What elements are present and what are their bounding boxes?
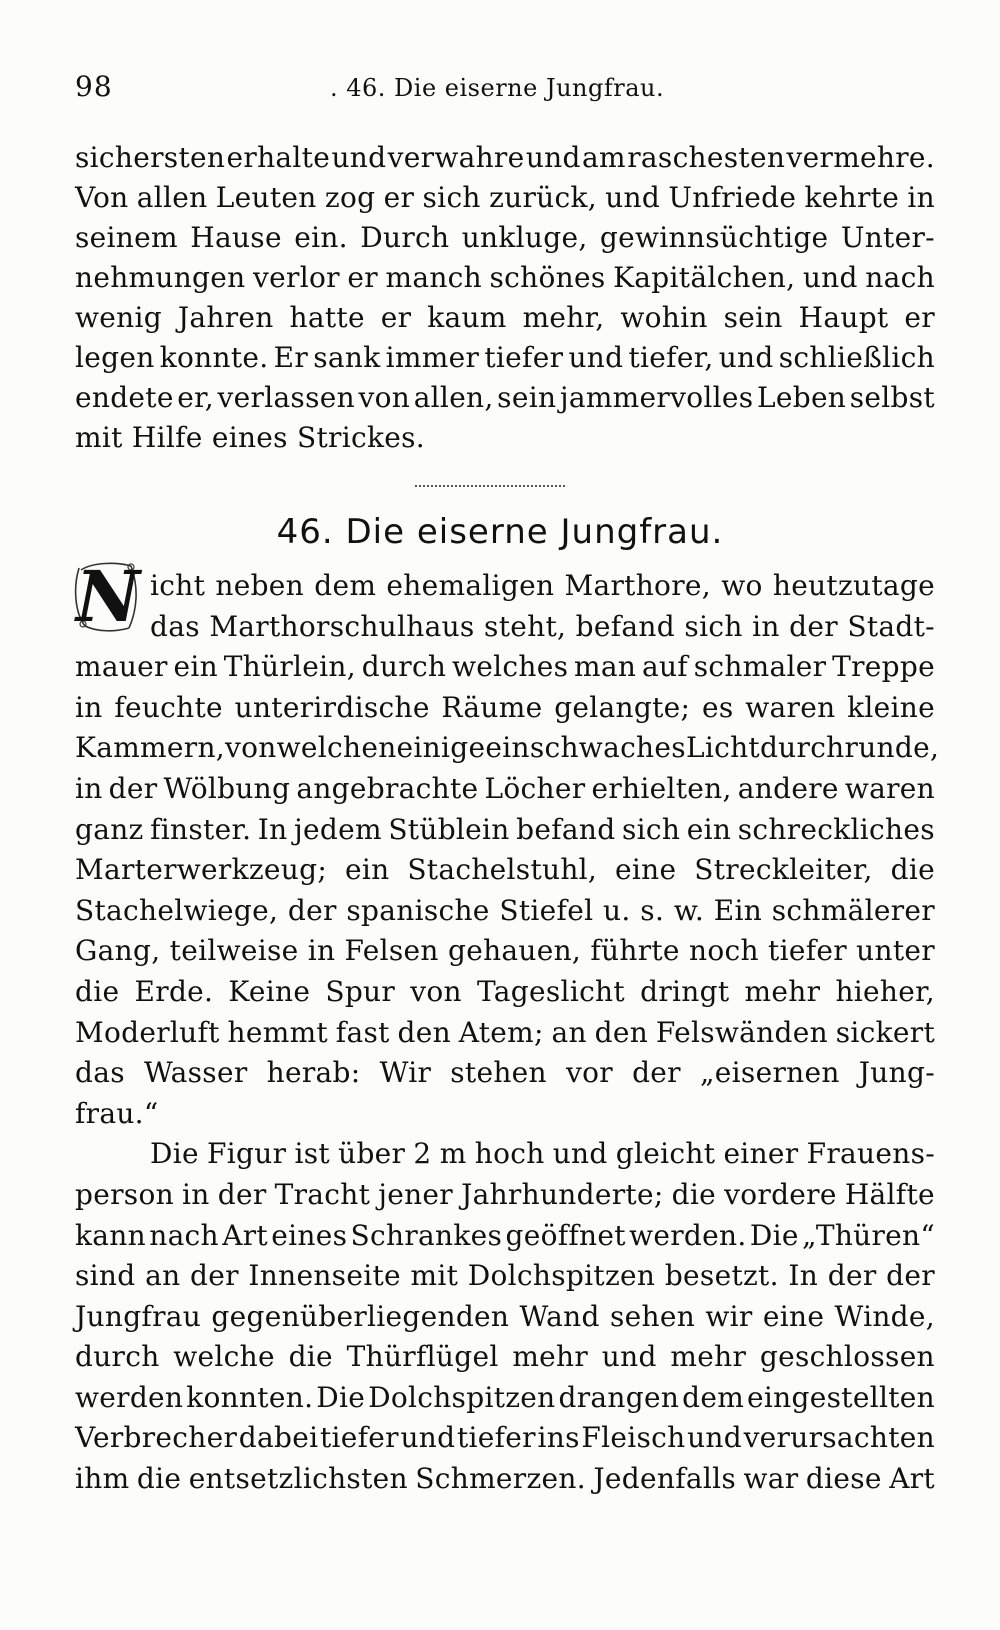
- word: werden.: [629, 1218, 747, 1252]
- word: das: [75, 1056, 125, 1090]
- word: hemmt: [227, 1015, 328, 1049]
- word: mit: [410, 1259, 459, 1293]
- word: der: [217, 1177, 267, 1211]
- word: eine: [615, 853, 677, 887]
- word: entsetzlichsten: [188, 1462, 408, 1496]
- word: kehrte: [804, 181, 900, 214]
- word: ein: [173, 650, 218, 684]
- word: von: [225, 731, 277, 765]
- word: eine: [762, 1299, 825, 1333]
- word: sein: [497, 381, 557, 414]
- word: man: [574, 650, 637, 684]
- word: befand: [516, 812, 616, 846]
- word: Hause: [190, 221, 282, 254]
- word: unter: [856, 934, 935, 968]
- word: Wir: [379, 1056, 432, 1090]
- text-line: mit Hilfe eines Strickes.: [75, 421, 425, 454]
- word: Thürlein,: [223, 650, 356, 684]
- text-line: [75, 178, 935, 218]
- word: in: [307, 934, 336, 968]
- word: der: [632, 1056, 681, 1090]
- word: mauer: [75, 650, 168, 684]
- word: Innenseite: [248, 1259, 401, 1293]
- word: Jahren: [177, 301, 274, 334]
- word: erhielten,: [591, 771, 732, 805]
- word: spanische: [346, 893, 490, 927]
- word: erhalte: [226, 141, 331, 174]
- word: sank: [313, 341, 381, 374]
- section-title: 46. Die eiserne Jungfrau.: [276, 512, 724, 552]
- word: gegenüberliegenden: [211, 1299, 510, 1333]
- word: Leben: [756, 381, 847, 414]
- section-divider: [415, 485, 565, 487]
- word: person: [75, 1177, 174, 1211]
- word: verlassen: [217, 381, 355, 414]
- word: welche: [173, 1340, 275, 1374]
- word: tiefer: [484, 341, 564, 374]
- word: er: [904, 301, 935, 334]
- word: In: [788, 1259, 819, 1293]
- running-title: . 46. Die eiserne Jungfrau.: [330, 74, 665, 102]
- word: Die: [749, 1218, 799, 1252]
- word: Die: [150, 1137, 199, 1171]
- word: kleine: [847, 690, 935, 724]
- word: jedem: [294, 812, 382, 846]
- word: gelangte;: [554, 690, 691, 724]
- word: welches: [452, 650, 569, 684]
- word: Fleisch: [581, 1421, 686, 1455]
- word: Winde,: [834, 1299, 935, 1333]
- word: selbst: [849, 381, 935, 414]
- word: hieher,: [835, 974, 935, 1008]
- word: finster.: [150, 812, 252, 846]
- word: Stadt-: [847, 609, 935, 643]
- word: ihm: [75, 1462, 130, 1496]
- word: welchen: [276, 731, 397, 765]
- word: unkluge,: [461, 221, 588, 254]
- word: nach: [865, 261, 935, 294]
- word: durch: [75, 1340, 160, 1374]
- word: Die: [316, 1380, 366, 1414]
- word: fast: [335, 1015, 390, 1049]
- running-head: [75, 70, 935, 114]
- word: tiefer,: [628, 341, 714, 374]
- word: wohin: [620, 301, 708, 334]
- word: Jungfrau: [75, 1299, 202, 1333]
- word: tiefer: [319, 1421, 399, 1455]
- word: und: [802, 261, 858, 294]
- word: Wasser: [144, 1056, 248, 1090]
- word: sind: [75, 1259, 136, 1293]
- word: und: [525, 141, 581, 174]
- word: die: [136, 1462, 182, 1496]
- word: legen: [75, 341, 155, 374]
- word: neben: [215, 569, 304, 602]
- word: manch: [385, 261, 482, 294]
- word: herab:: [266, 1056, 361, 1090]
- word: über: [338, 1137, 406, 1171]
- word: das: [150, 609, 200, 643]
- word: feuchte: [114, 690, 223, 724]
- word: Stachelwiege,: [75, 893, 279, 927]
- word: ehemaligen: [386, 569, 555, 602]
- word: von: [358, 381, 411, 414]
- text-line: [75, 1337, 935, 1378]
- word: schließlich: [778, 341, 935, 374]
- word: schreckliches: [737, 812, 935, 846]
- word: tiefer: [456, 1421, 536, 1455]
- word: wenig: [75, 301, 162, 334]
- word: in: [75, 690, 103, 724]
- word: sehen: [610, 1299, 696, 1333]
- word: Räume: [441, 690, 543, 724]
- word: durch: [759, 731, 845, 765]
- word: schmälerer: [771, 893, 935, 927]
- word: mehr: [744, 974, 821, 1008]
- word: Tracht: [274, 1177, 371, 1211]
- word: Marterwerkzeug;: [75, 853, 328, 887]
- word: geschlossen: [759, 1340, 935, 1374]
- word: geöffnet: [505, 1218, 626, 1252]
- word: Thürflügel: [346, 1340, 499, 1374]
- word: wir: [705, 1299, 753, 1333]
- word: Stachelstuhl,: [407, 853, 598, 887]
- word: und: [601, 1340, 657, 1374]
- word: Jahrhunderte;: [461, 1177, 664, 1211]
- page-number: 98: [75, 70, 113, 103]
- word: verwahre: [387, 141, 525, 174]
- word: den: [594, 1015, 649, 1049]
- word: schwaches: [529, 731, 686, 765]
- word: und: [687, 1421, 742, 1455]
- word: Licht: [685, 731, 760, 765]
- word: Felswänden: [655, 1015, 828, 1049]
- word: waren: [844, 771, 935, 805]
- word: jener: [378, 1177, 453, 1211]
- word: werden: [75, 1380, 184, 1414]
- word: verursachten: [743, 1421, 935, 1455]
- text-line: [75, 566, 935, 607]
- word: Gang,: [75, 934, 161, 968]
- word: schmaler: [693, 650, 827, 684]
- word: und: [605, 181, 661, 214]
- word: andere: [737, 771, 839, 805]
- word: an: [145, 1259, 181, 1293]
- word: ein: [686, 812, 732, 846]
- word: Kapitälchen,: [613, 261, 796, 294]
- word: Ein: [713, 893, 763, 927]
- word: und: [718, 341, 774, 374]
- word: zurück,: [489, 181, 597, 214]
- word: einige: [396, 731, 486, 765]
- text-line: [75, 891, 935, 932]
- word: in: [752, 609, 780, 643]
- word: er: [380, 301, 412, 334]
- word: Dolchspitzen: [368, 1380, 556, 1414]
- word: war: [743, 1462, 799, 1496]
- word: Marthore,: [564, 569, 711, 602]
- word: schönes: [489, 261, 606, 294]
- word: Marthorschulhaus: [209, 609, 475, 643]
- word: Erde.: [134, 974, 214, 1008]
- text-line: [75, 1216, 935, 1257]
- word: Schrankes: [350, 1218, 503, 1252]
- word: teilweise: [169, 934, 299, 968]
- word: Löcher: [484, 771, 586, 805]
- word: Stiefel: [499, 893, 594, 927]
- word: besetzt.: [664, 1259, 779, 1293]
- word: Moderluft: [75, 1015, 220, 1049]
- word: „Thüren“: [802, 1218, 935, 1252]
- word: der: [886, 1259, 935, 1293]
- word: Haupt: [798, 301, 889, 334]
- word: gehauen,: [447, 934, 582, 968]
- word: Tageslicht: [477, 974, 625, 1008]
- word: sichersten: [75, 141, 226, 174]
- word: der: [827, 1259, 877, 1293]
- word: der: [108, 771, 158, 805]
- word: raschesten: [627, 141, 786, 174]
- word: dem: [314, 569, 377, 602]
- word: Keine: [228, 974, 311, 1008]
- word: kaum: [427, 301, 507, 334]
- word: sich: [684, 609, 743, 643]
- word: unterirdische: [234, 690, 430, 724]
- word: der: [287, 893, 337, 927]
- word: Spur: [325, 974, 396, 1008]
- word: und: [400, 1421, 456, 1455]
- word: dringt: [640, 974, 730, 1008]
- text-line: [75, 1053, 935, 1094]
- word: die: [890, 853, 935, 887]
- word: dabei: [238, 1421, 319, 1455]
- word: kann: [75, 1218, 146, 1252]
- text-line: [75, 1256, 935, 1297]
- word: noch: [689, 934, 759, 968]
- word: auf: [641, 650, 688, 684]
- word: und: [552, 1137, 608, 1171]
- word: nehmungen: [75, 261, 246, 294]
- word: ganz: [75, 812, 144, 846]
- text-line: [75, 972, 935, 1013]
- word: Verbrecher: [75, 1421, 238, 1455]
- text-line: [75, 218, 935, 258]
- word: konnte.: [159, 341, 269, 374]
- previous-section-text: [75, 138, 935, 458]
- text-line: [75, 607, 935, 648]
- word: er: [383, 181, 415, 214]
- text-line: [75, 850, 935, 891]
- word: ein: [344, 853, 390, 887]
- word: ein.: [294, 221, 348, 254]
- word: in: [75, 771, 103, 805]
- text-line: [75, 1459, 935, 1500]
- word: gewinnsüchtige: [599, 221, 829, 254]
- word: endete: [75, 381, 174, 414]
- word: waren: [745, 690, 836, 724]
- word: Figur: [207, 1137, 287, 1171]
- word: befand: [575, 609, 675, 643]
- word: Wölbung: [163, 771, 291, 805]
- word: Schmerzen.: [415, 1462, 586, 1496]
- word: Dolchspitzen: [467, 1259, 656, 1293]
- word: führte: [590, 934, 680, 968]
- word: angebrachte: [296, 771, 479, 805]
- word: Art: [222, 1218, 268, 1252]
- word: es: [701, 690, 734, 724]
- text-line: [75, 1418, 935, 1459]
- word: einer: [723, 1137, 799, 1171]
- word: s.: [640, 893, 665, 927]
- text-line: [75, 688, 935, 729]
- word: icht: [150, 569, 206, 602]
- word: vermehre.: [786, 141, 935, 174]
- word: verlor: [253, 261, 340, 294]
- word: in: [907, 181, 935, 214]
- word: der: [190, 1259, 239, 1293]
- text-line: [75, 1013, 935, 1054]
- section-body: [75, 566, 940, 1500]
- word: steht,: [484, 609, 567, 643]
- word: Durch: [360, 221, 450, 254]
- word: tiefer: [768, 934, 847, 968]
- text-line: [75, 1297, 935, 1338]
- text-line: [75, 647, 935, 688]
- word: Streckleiter,: [694, 853, 873, 887]
- word: jammervolles: [559, 381, 754, 414]
- word: vordere: [724, 1177, 837, 1211]
- word: Kammern,: [75, 731, 226, 765]
- word: hatte: [289, 301, 365, 334]
- word: Unter-: [840, 221, 935, 254]
- text-line: [75, 138, 935, 178]
- word: Stüblein: [388, 812, 510, 846]
- word: die: [288, 1340, 333, 1374]
- text-line: [75, 769, 935, 810]
- word: sich: [621, 812, 681, 846]
- word: Von: [75, 181, 129, 214]
- word: allen: [136, 181, 208, 214]
- word: Art: [889, 1462, 935, 1496]
- word: hoch: [474, 1137, 545, 1171]
- word: sich: [422, 181, 481, 214]
- word: Jung-: [858, 1056, 935, 1090]
- text-line: [75, 1175, 935, 1216]
- word: Wand: [519, 1299, 600, 1333]
- word: stehen: [450, 1056, 547, 1090]
- text-line: [75, 810, 935, 851]
- text-line: [75, 298, 935, 338]
- word: dem: [682, 1380, 745, 1414]
- word: eingestellten: [747, 1380, 935, 1414]
- drop-cap-letter: N: [76, 554, 140, 638]
- word: In: [257, 812, 288, 846]
- word: diese: [805, 1462, 882, 1496]
- word: die: [75, 974, 120, 1008]
- text-line: [75, 378, 935, 418]
- word: Er: [273, 341, 309, 374]
- word: konnten.: [186, 1380, 314, 1414]
- word: „eisernen: [699, 1056, 840, 1090]
- word: und: [331, 141, 387, 174]
- word: Unfriede: [668, 181, 797, 214]
- word: Hälfte: [844, 1177, 935, 1211]
- word: sein: [723, 301, 783, 334]
- word: von: [410, 974, 462, 1008]
- word: Treppe: [832, 650, 935, 684]
- word: die: [671, 1177, 717, 1211]
- word: immer: [385, 341, 480, 374]
- word: durch: [361, 650, 447, 684]
- text-line: [75, 728, 940, 769]
- word: Atem;: [458, 1015, 544, 1049]
- text-line: [75, 931, 935, 972]
- word: Felsen: [344, 934, 439, 968]
- word: eines: [271, 1218, 348, 1252]
- text-line: [75, 1378, 935, 1419]
- word: Leuten: [215, 181, 317, 214]
- word: vor: [566, 1056, 613, 1090]
- word: ins: [537, 1421, 580, 1455]
- word: drangen: [558, 1380, 680, 1414]
- word: er,: [177, 381, 214, 414]
- word: ein: [485, 731, 530, 765]
- word: seinem: [75, 221, 178, 254]
- word: der: [789, 609, 838, 643]
- word: runde,: [844, 731, 940, 765]
- word: Frauens-: [806, 1137, 935, 1171]
- word: nach: [149, 1218, 219, 1252]
- word: heutzutage: [772, 569, 935, 602]
- word: mehr,: [522, 301, 605, 334]
- word: mehr: [670, 1340, 747, 1374]
- word: Jedenfalls: [593, 1462, 737, 1496]
- word: 2: [413, 1137, 432, 1171]
- word: gleicht: [615, 1137, 716, 1171]
- word: in: [182, 1177, 210, 1211]
- word: an: [551, 1015, 587, 1049]
- word: allen,: [413, 381, 494, 414]
- text-line: [75, 1134, 935, 1175]
- word: er: [347, 261, 378, 294]
- word: m: [439, 1137, 467, 1171]
- word: u.: [603, 893, 631, 927]
- word: den: [397, 1015, 451, 1049]
- word: wo: [721, 569, 763, 602]
- word: ist: [294, 1137, 330, 1171]
- text-line: [75, 258, 935, 298]
- word: mehr: [512, 1340, 589, 1374]
- text-line: frau.“: [75, 1096, 159, 1130]
- word: sickert: [835, 1015, 935, 1049]
- text-line: [75, 338, 935, 378]
- word: w.: [673, 893, 705, 927]
- word: zog: [324, 181, 376, 214]
- word: am: [582, 141, 626, 174]
- word: und: [568, 341, 624, 374]
